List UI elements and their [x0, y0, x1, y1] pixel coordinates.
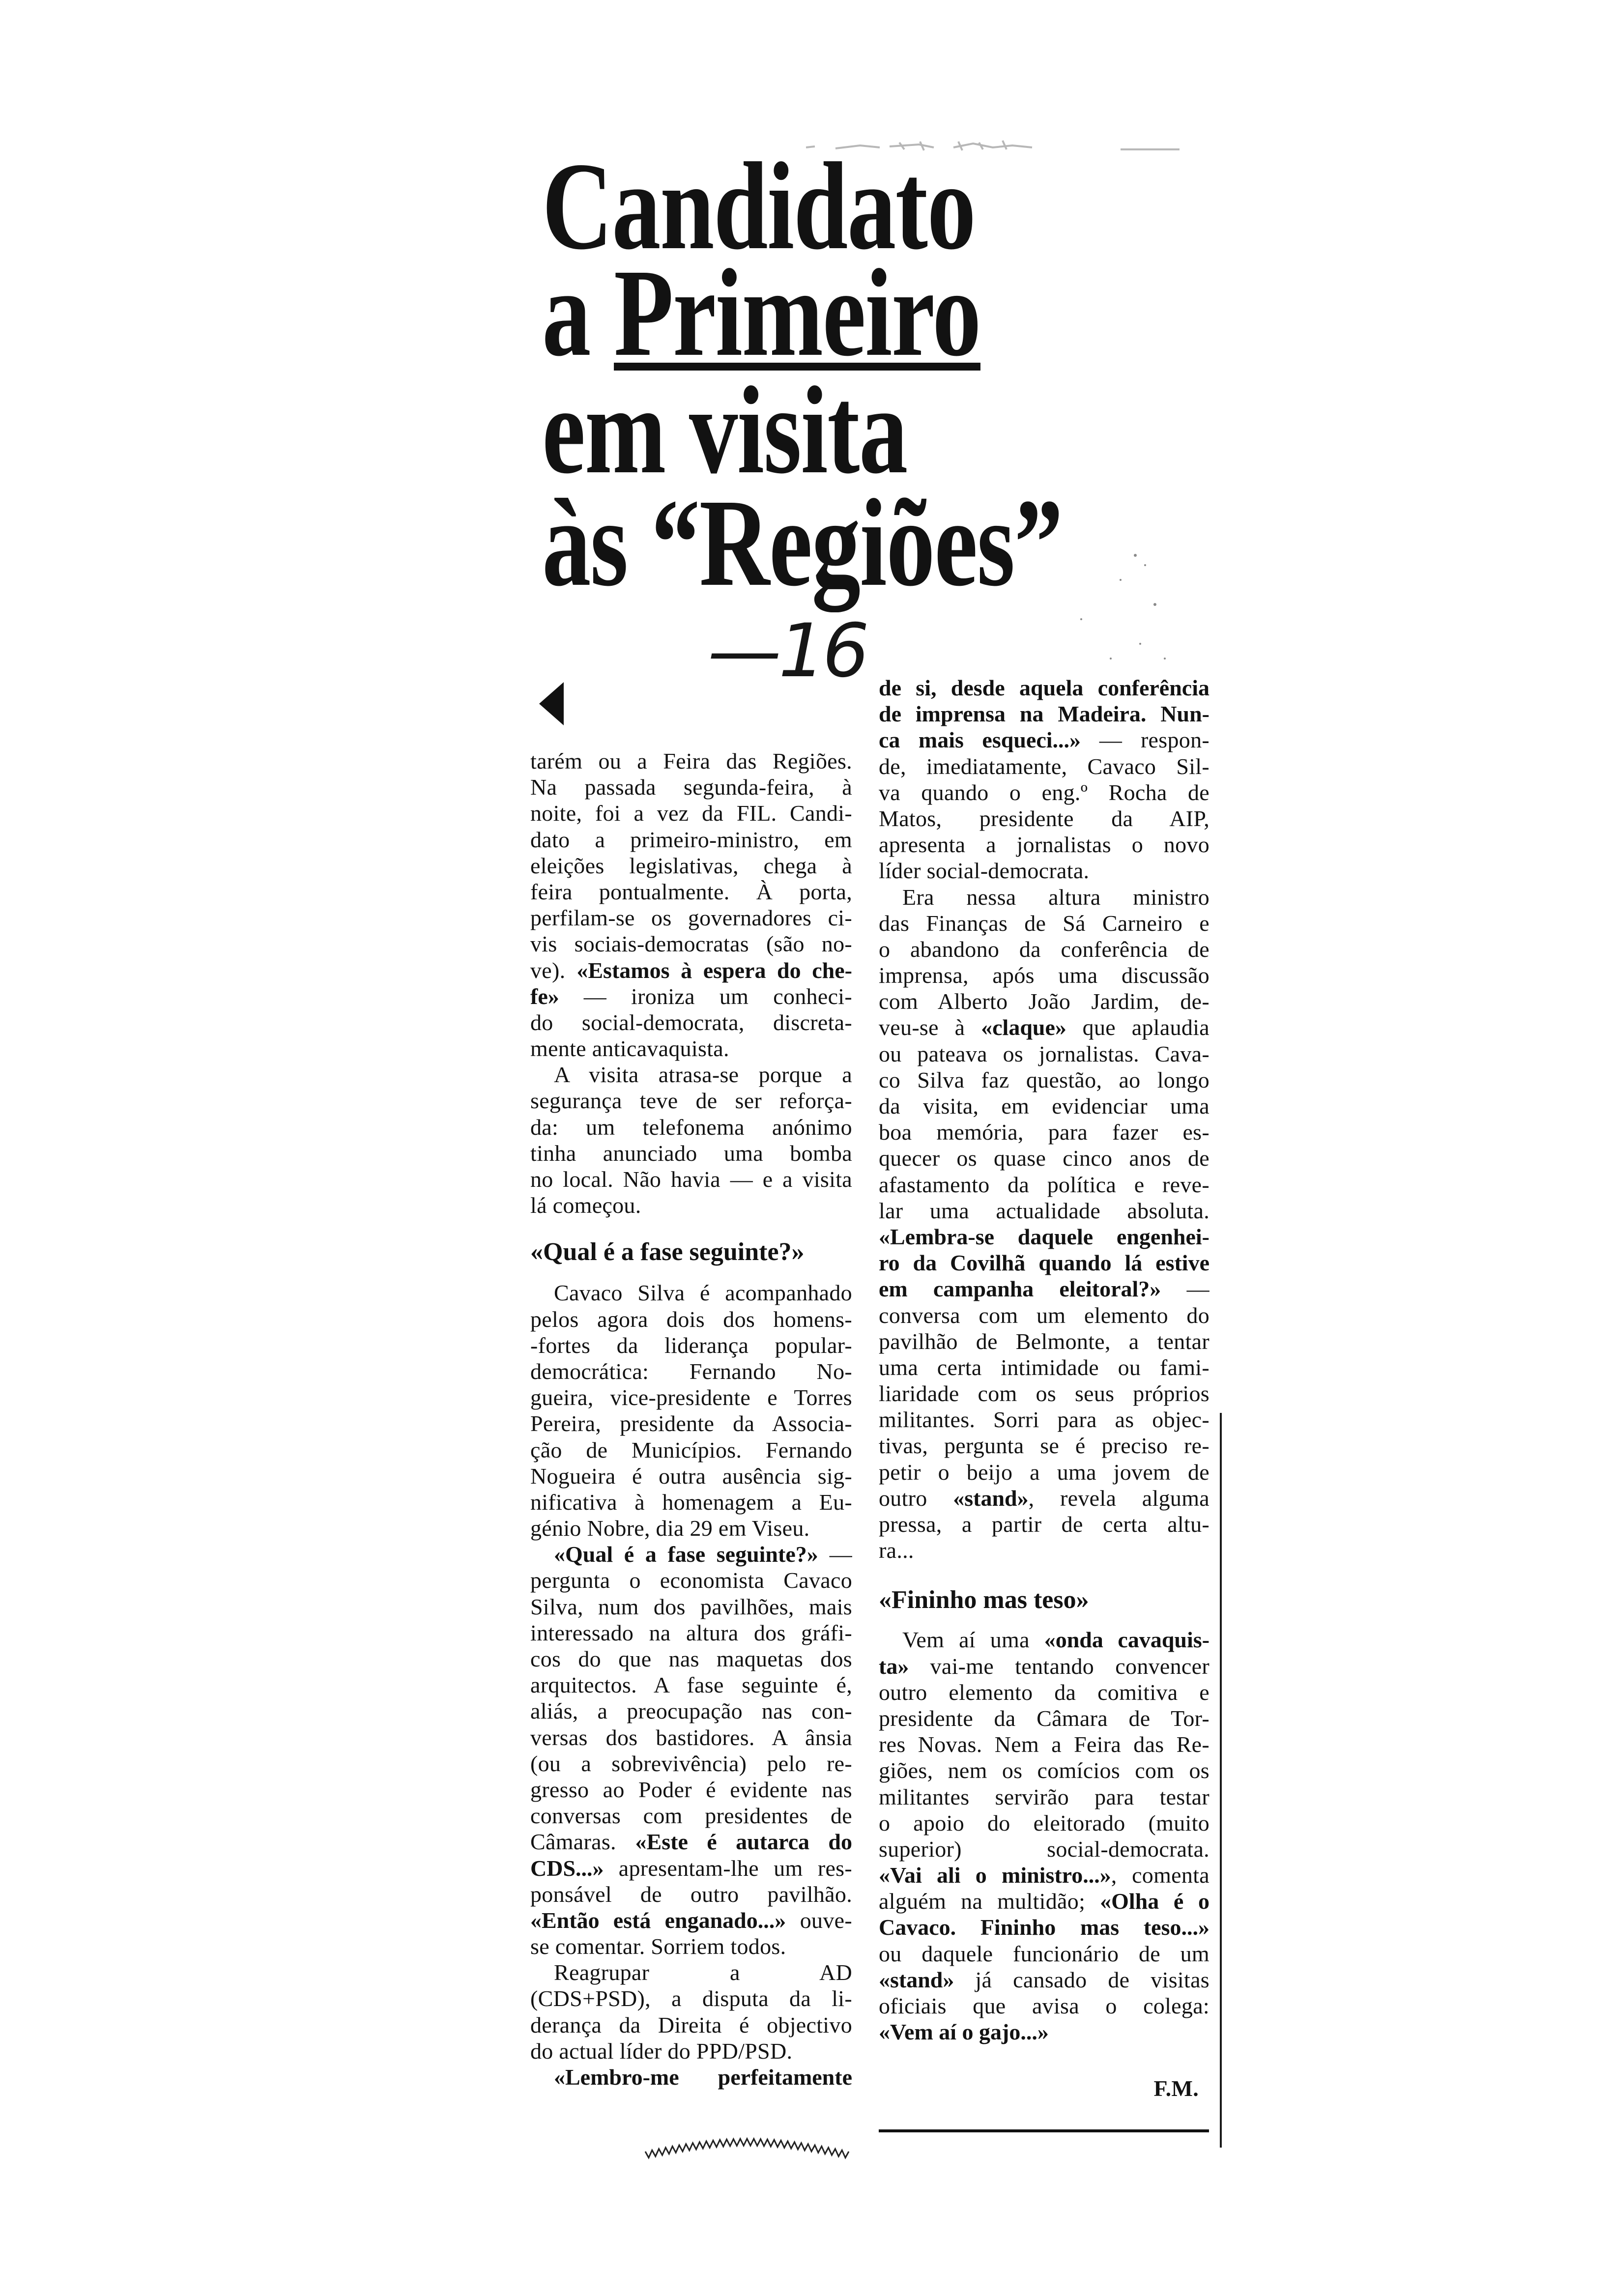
text-line — [879, 1354, 1209, 1380]
text-line — [879, 1705, 1209, 1731]
text-run: vis sociais-democratas (são no- — [530, 931, 852, 957]
text-run: co Silva faz questão, ao longo — [879, 1067, 1209, 1092]
column-body — [879, 675, 1209, 2045]
text-line — [530, 1332, 852, 1358]
text-line — [530, 827, 852, 853]
bold-text: «Então está enganado...» — [530, 1907, 786, 1933]
text-line — [879, 1967, 1209, 1993]
text-line — [530, 1855, 852, 1881]
text-run: liaridade com os seus próprios — [879, 1381, 1209, 1406]
text-line — [530, 1646, 852, 1672]
text-line — [530, 1306, 852, 1332]
text-line — [879, 753, 1209, 779]
text-line — [879, 1172, 1209, 1198]
text-line — [879, 1145, 1209, 1171]
text-line — [879, 805, 1209, 832]
text-run: feira pontualmente. À porta, — [530, 879, 852, 904]
text-run: noite, foi a vez da FIL. Candi- — [530, 801, 852, 826]
subheading: «Qual é a fase seguinte?» — [530, 1238, 805, 1266]
text-run: conversa com um elemento do — [879, 1302, 1209, 1328]
text-line — [879, 2019, 1209, 2045]
text-run: A visita atrasa-se porque a — [554, 1062, 852, 1088]
text-run: interessado na altura dos gráfi- — [530, 1620, 852, 1645]
text-line — [879, 1119, 1209, 1145]
text-run: , revela alguma — [1028, 1485, 1209, 1511]
text-line — [530, 1280, 852, 1306]
text-run: uma certa intimidade ou fami- — [879, 1354, 1209, 1380]
text-run: do social-democrata, discreta- — [530, 1009, 852, 1035]
bold-text: «stand» — [953, 1485, 1029, 1511]
text-run: Pereira, presidente da Associa- — [530, 1411, 852, 1436]
headline-underlined-word: Primeiro — [614, 244, 980, 382]
text-line — [530, 1907, 852, 1933]
text-line — [879, 1862, 1209, 1888]
bold-text: «stand» — [879, 1967, 954, 1992]
text-run: aliás, a preocupação nas con- — [530, 1698, 852, 1724]
headline-line-3: em visita — [542, 361, 907, 500]
text-run: militantes. Sorri para as objec- — [879, 1407, 1209, 1433]
text-line — [879, 779, 1209, 805]
text-run: afastamento da política e reve- — [879, 1172, 1209, 1197]
text-run: pergunta o economista Cavaco — [530, 1568, 852, 1593]
text-run: já cansado de visitas — [954, 1967, 1209, 1992]
text-line — [879, 1328, 1209, 1354]
bold-text: fe» — [530, 983, 559, 1009]
text-run: alguém na multidão; — [879, 1889, 1100, 1914]
text-line — [530, 1751, 852, 1777]
text-line — [879, 1993, 1209, 2019]
text-line — [879, 884, 1209, 910]
text-run: Na passada segunda-feira, à — [530, 775, 852, 800]
text-run: dato a primeiro-ministro, em — [530, 827, 852, 852]
bold-text: «Qual é a fase seguinte?» — [554, 1542, 818, 1567]
text-run: com Alberto João Jardim, de- — [879, 989, 1209, 1014]
text-run: se comentar. Sorriem todos. — [530, 1934, 786, 1959]
bold-text: «onda cavaquis- — [1044, 1627, 1209, 1653]
text-run: ve). — [530, 957, 577, 983]
text-run: lá começou. — [530, 1193, 641, 1218]
text-run: outro — [879, 1485, 953, 1511]
column-end-rule — [879, 2129, 1209, 2132]
vertical-rule — [1220, 1413, 1222, 2148]
text-line — [879, 1836, 1209, 1862]
text-line — [879, 1276, 1209, 1302]
text-line — [879, 1888, 1209, 1914]
bold-text: Cavaco. Fininho mas teso...» — [879, 1915, 1209, 1940]
text-run: versas dos bastidores. A ânsia — [530, 1724, 852, 1750]
text-run: imprensa, após uma discussão — [879, 963, 1209, 988]
handwritten-annotation: —16 — [708, 608, 866, 694]
text-run: arquitectos. A fase seguinte é, — [530, 1672, 852, 1698]
bold-text: ro da Covilhã quando lá estive — [879, 1250, 1209, 1276]
text-run: tarém ou a Feira das Regiões. — [530, 748, 852, 774]
text-run: ouve- — [786, 1907, 852, 1933]
text-line — [530, 1140, 852, 1166]
text-line — [530, 1777, 852, 1803]
text-run: o abandono da conferência de — [879, 936, 1209, 962]
text-line — [530, 983, 852, 1009]
text-line — [879, 1014, 1209, 1040]
text-run: do actual líder do PPD/PSD. — [530, 2038, 793, 2064]
text-line — [530, 1166, 852, 1192]
text-line — [530, 1567, 852, 1593]
text-line — [879, 1941, 1209, 1967]
text-run: segurança teve de ser reforça- — [530, 1088, 852, 1114]
text-line — [530, 1114, 852, 1140]
text-line — [879, 910, 1209, 936]
text-run: pavilhão de Belmonte, a tentar — [879, 1328, 1209, 1354]
text-line — [530, 1009, 852, 1035]
text-run: nificativa à homenagem a Eu- — [530, 1489, 852, 1515]
text-line — [879, 1198, 1209, 1224]
text-line — [530, 853, 852, 879]
text-line — [879, 988, 1209, 1014]
text-line — [879, 1914, 1209, 1940]
text-line — [879, 832, 1209, 858]
text-run: giões, nem os comícios com os — [879, 1758, 1209, 1783]
text-run: ção de Municípios. Fernando — [530, 1437, 852, 1463]
text-run: de, imediatamente, Cavaco Sil- — [879, 753, 1209, 779]
text-line — [879, 1067, 1209, 1093]
text-run: ou daquele funcionário de um — [879, 1941, 1209, 1966]
text-line — [879, 1731, 1209, 1757]
text-run: superior) social-democrata. — [879, 1836, 1209, 1862]
text-run: pressa, a partir de certa altu- — [879, 1512, 1209, 1537]
text-line — [530, 1959, 852, 1985]
text-line — [879, 1250, 1209, 1276]
text-run: oficiais que avisa o colega: — [879, 1993, 1209, 2018]
text-run: — — [818, 1542, 852, 1567]
article-column-2 — [879, 675, 1209, 2101]
text-line — [530, 1881, 852, 1907]
text-line — [879, 1784, 1209, 1810]
text-line — [530, 1672, 852, 1698]
text-run: que aplaudia — [1066, 1015, 1209, 1040]
text-line — [530, 2064, 852, 2090]
text-line — [879, 962, 1209, 988]
text-run: tivas, pergunta se é preciso re- — [879, 1433, 1209, 1459]
text-run: gresso ao Poder é evidente nas — [530, 1777, 852, 1802]
text-line — [530, 1384, 852, 1410]
text-run: cos do que nas maquetas dos — [530, 1646, 852, 1671]
column-body — [530, 748, 852, 2090]
text-line — [879, 858, 1209, 884]
headline-line-2-prefix: a — [542, 244, 614, 382]
text-run: conversas com presidentes de — [530, 1803, 852, 1829]
text-run: (ou a sobrevivência) pelo re- — [530, 1751, 852, 1776]
text-run: pelos agora dois dos homens- — [530, 1306, 852, 1332]
author-byline: F.M. — [1153, 2076, 1199, 2101]
text-line — [530, 957, 852, 983]
subheading: «Fininho mas teso» — [879, 1586, 1089, 1614]
text-run: va quando o eng.º Rocha de — [879, 779, 1209, 805]
text-run: democrática: Fernando No- — [530, 1358, 852, 1384]
text-run: -fortes da liderança popular- — [530, 1332, 852, 1358]
wavy-ornament — [641, 2135, 853, 2165]
text-line — [879, 1537, 1209, 1563]
text-line — [530, 1933, 852, 1959]
bold-text: «claque» — [981, 1015, 1066, 1040]
bold-text: ca mais esqueci...» — [879, 727, 1081, 753]
text-run: presidente da Câmara de Tor- — [879, 1705, 1209, 1731]
text-run: apresentam-lhe um res- — [604, 1855, 852, 1881]
text-line — [879, 1093, 1209, 1119]
text-run: da visita, em evidenciar uma — [879, 1093, 1209, 1119]
text-run: génio Nobre, dia 29 em Viseu. — [530, 1516, 810, 1541]
text-line — [530, 1489, 852, 1515]
text-run: Silva, num dos pavilhões, mais — [530, 1594, 852, 1619]
text-run: ponsável de outro pavilhão. — [530, 1881, 852, 1907]
text-line — [879, 1679, 1209, 1705]
text-run: líder social-democrata. — [879, 858, 1090, 884]
text-line — [879, 1224, 1209, 1250]
bold-text: em campanha eleitoral?» — [879, 1276, 1161, 1302]
text-line — [879, 1627, 1209, 1653]
text-run: petir o beijo a uma jovem de — [879, 1459, 1209, 1485]
text-line — [530, 800, 852, 826]
headline-line-1: Candidato — [542, 137, 976, 276]
text-line — [530, 1803, 852, 1829]
text-run: quecer os quase cinco anos de — [879, 1146, 1209, 1171]
bold-text: «Lembro-me perfeitamente — [554, 2065, 852, 2090]
text-line — [530, 1594, 852, 1620]
bold-text: «Olha é o — [1100, 1889, 1209, 1914]
text-run: Reagrupar a AD — [554, 1960, 852, 1985]
text-run: mente anticavaquista. — [530, 1036, 729, 1062]
text-run: das Finanças de Sá Carneiro e — [879, 910, 1209, 936]
text-line — [879, 1653, 1209, 1679]
text-line — [530, 1088, 852, 1114]
text-line — [530, 1437, 852, 1463]
text-run: no local. Não havia — e a visita — [530, 1167, 852, 1192]
text-line — [530, 1620, 852, 1646]
text-line — [530, 1192, 852, 1218]
text-run: ra... — [879, 1538, 914, 1563]
text-line — [530, 879, 852, 905]
text-line — [530, 931, 852, 957]
text-run: veu-se à — [879, 1015, 981, 1040]
bold-text: «Vem aí o gajo...» — [879, 2019, 1049, 2045]
text-line — [530, 905, 852, 931]
text-run: — respon- — [1081, 727, 1209, 753]
text-run: outro elemento da comitiva e — [879, 1679, 1209, 1705]
left-triangle-icon — [539, 682, 565, 725]
text-run: (CDS+PSD), a disputa da li- — [530, 1986, 852, 2011]
text-run: gueira, vice-presidente e Torres — [530, 1385, 852, 1410]
text-run: o apoio do eleitorado (muito — [879, 1810, 1209, 1836]
text-run: perfilam-se os governadores ci- — [530, 905, 852, 931]
text-line — [530, 2012, 852, 2038]
text-run: apresenta a jornalistas o novo — [879, 832, 1209, 858]
text-run: da: um telefonema anónimo — [530, 1114, 852, 1140]
text-run: , comenta — [1111, 1863, 1209, 1888]
bold-text: «Este é autarca do — [635, 1829, 852, 1855]
text-run: Cavaco Silva é acompanhado — [554, 1280, 852, 1306]
text-run: boa memória, para fazer es- — [879, 1119, 1209, 1145]
text-line — [530, 1515, 852, 1541]
text-line — [879, 1511, 1209, 1537]
text-run: Vem aí uma — [902, 1627, 1044, 1653]
text-line — [530, 1410, 852, 1436]
text-line — [530, 1062, 852, 1088]
bold-text: ta» — [879, 1653, 909, 1679]
headline-line-2 — [542, 244, 980, 382]
text-run: derança da Direita é objectivo — [530, 2012, 852, 2038]
text-line — [530, 1035, 852, 1062]
text-run: res Novas. Nem a Feira das Re- — [879, 1732, 1209, 1757]
text-line — [879, 1757, 1209, 1783]
text-line — [530, 1724, 852, 1751]
text-line — [530, 1698, 852, 1724]
text-run: — ironiza um conheci- — [559, 983, 852, 1009]
text-run: Câmaras. — [530, 1829, 635, 1855]
headline-line-4: às “Regiões” — [542, 474, 1063, 612]
bold-text: de imprensa na Madeira. Nun- — [879, 701, 1209, 727]
text-line — [879, 1810, 1209, 1836]
bold-text: CDS...» — [530, 1855, 604, 1881]
text-line — [530, 1358, 852, 1384]
text-line — [879, 675, 1209, 701]
text-line — [879, 1459, 1209, 1485]
bold-text: «Vai ali o ministro...» — [879, 1863, 1111, 1888]
text-run: — — [1161, 1276, 1209, 1302]
text-line — [530, 2038, 852, 2064]
bold-text: de si, desde aquela conferência — [879, 675, 1209, 700]
text-line — [879, 701, 1209, 727]
text-run: Era nessa altura ministro — [902, 884, 1209, 910]
text-line — [530, 774, 852, 800]
text-run: eleições legislativas, chega à — [530, 853, 852, 878]
text-line — [879, 936, 1209, 962]
text-line — [879, 1380, 1209, 1406]
text-line — [530, 748, 852, 774]
text-run: vai-me tentando convencer — [909, 1653, 1209, 1679]
text-line — [530, 1829, 852, 1855]
text-line — [879, 1041, 1209, 1067]
text-line — [879, 1485, 1209, 1511]
bold-text: «Lembra-se daquele engenhei- — [879, 1224, 1209, 1249]
text-line — [879, 1433, 1209, 1459]
text-run: Matos, presidente da AIP, — [879, 805, 1209, 831]
text-line — [530, 1463, 852, 1489]
article-column-1 — [530, 748, 852, 2090]
text-run: lar uma actualidade absoluta. — [879, 1198, 1209, 1223]
text-run: Nogueira é outra ausência sig- — [530, 1463, 852, 1489]
text-run: ou pateava os jornalistas. Cava- — [879, 1041, 1209, 1066]
text-line — [879, 727, 1209, 753]
text-run: militantes servirão para testar — [879, 1784, 1209, 1809]
text-line — [879, 1406, 1209, 1433]
text-run: tinha anunciado uma bomba — [530, 1140, 852, 1166]
text-line — [879, 1302, 1209, 1328]
bold-text: «Estamos à espera do che- — [576, 957, 852, 983]
text-line — [530, 1985, 852, 2011]
text-line — [530, 1541, 852, 1567]
